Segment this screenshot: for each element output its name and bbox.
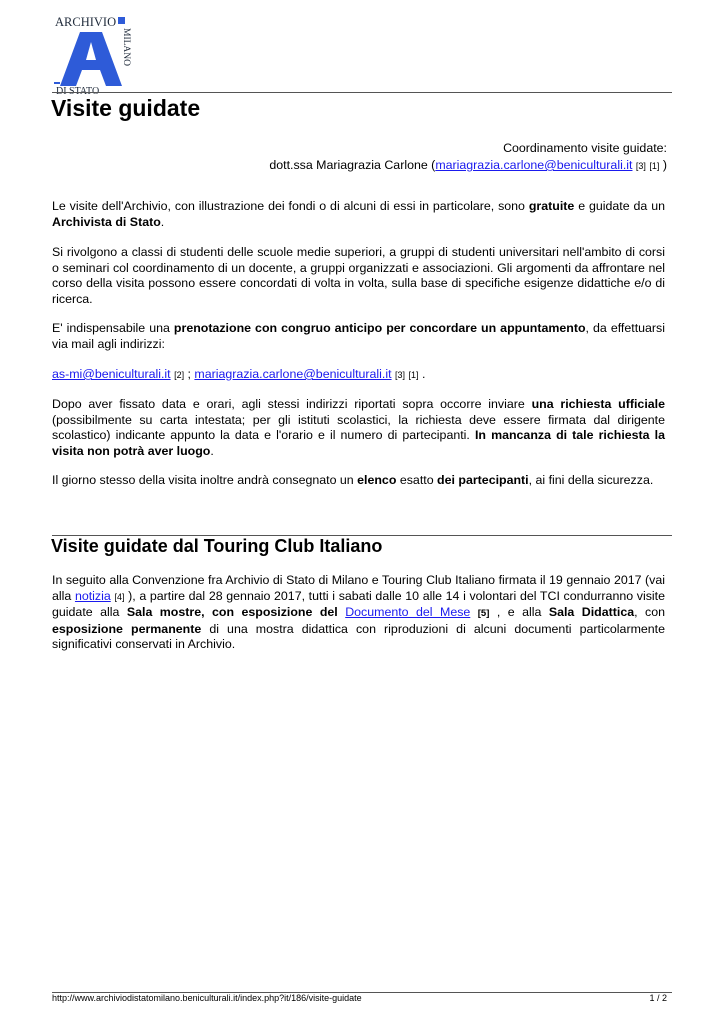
logo-a-foot xyxy=(54,82,60,84)
paragraph-text: Si rivolgono a classi di studenti delle scuole medie superiori, a gruppi di studenti universitari nell'ambito di corsi o seminari col coordinamento di un docente, a gruppi organizzati e associazioni. Gli argomenti da affrontare nel corso della visita possono essere concordati di volta in volta, sulla base di specifiche esigenze didattiche e/o di ricerca. xyxy=(52,245,665,306)
bold-run: Sala mostre, con esposizione del xyxy=(126,605,346,620)
ref-marker: [1] xyxy=(649,161,660,171)
logo-text-milano: MILANO xyxy=(121,28,131,66)
ref-marker: [3] xyxy=(635,161,646,171)
ref-marker: [5] xyxy=(477,608,490,620)
text-run: , con xyxy=(634,605,665,620)
text-run: ), a partire dal 28 gennaio 2017, tutti i sabati dalle 10 alle 14 i volontari del TCI condurranno visite guidate alla xyxy=(52,588,665,620)
coordinator-close: ) xyxy=(662,158,667,172)
page-title: Visite guidate xyxy=(51,95,201,121)
coordinator-block xyxy=(269,140,667,175)
text-run: In seguito alla Convenzione fra Archivio di Stato di Milano e Touring Club Italiano firmata il 19 gennaio 2017 (vai alla xyxy=(52,573,665,603)
ref-marker: [3] xyxy=(395,370,406,380)
bold-run: prenotazione con congruo anticipo per concordare un appuntamento xyxy=(173,321,586,335)
bold-run: una richiesta ufficiale xyxy=(531,397,665,411)
bold-run: gratuite xyxy=(528,199,575,213)
text-run: , da effettuarsi via mail agli indirizzi: xyxy=(52,321,666,351)
text-run: , ai fini della sicurezza. xyxy=(528,473,654,487)
email-list-paragraph xyxy=(52,367,665,384)
text-run: Il giorno stesso della visita inoltre andrà consegnato un xyxy=(52,473,358,487)
participants-paragraph xyxy=(52,473,665,489)
header-rule xyxy=(52,92,672,93)
text-run: . xyxy=(210,443,214,458)
archivio-logo xyxy=(52,14,132,94)
logo-text-distato: DI STATO xyxy=(56,86,100,94)
text-run: . xyxy=(418,367,426,381)
email-link-as-mi[interactable]: as-mi@beniculturali.it xyxy=(52,367,171,381)
text-run: esatto xyxy=(396,473,438,487)
booking-paragraph xyxy=(52,321,665,352)
coordinator-label: Coordinamento visite guidate: xyxy=(503,141,667,155)
text-run: E' indispensabile una xyxy=(52,321,174,335)
section-title-touring: Visite guidate dal Touring Club Italiano xyxy=(51,536,383,556)
bold-run: Archivista di Stato xyxy=(52,214,161,229)
intro-paragraph xyxy=(52,199,665,230)
bold-run: elenco xyxy=(357,473,397,487)
text-run: di una mostra didattica con riproduzioni di alcuni documenti particolarmente significativi conservati in Archivio. xyxy=(52,621,666,652)
request-paragraph xyxy=(52,397,665,459)
logo-text-archivio: ARCHIVIO xyxy=(55,15,117,29)
email-link-carlone[interactable]: mariagrazia.carlone@beniculturali.it xyxy=(194,367,392,381)
ref-marker: [1] xyxy=(408,370,419,380)
coordinator-name: dott.ssa Mariagrazia Carlone ( xyxy=(269,158,436,172)
logo-square xyxy=(118,17,125,24)
text-run: (possibilmente su carta intestata; per gli istituti scolastici, la richiesta deve essere firmata dal dirigente scolastico) indicante appunto la data e l'orario e il numero di partecipanti. xyxy=(52,412,665,443)
notizia-link[interactable]: notizia xyxy=(74,588,111,603)
bold-run: dei partecipanti xyxy=(437,473,529,487)
text-run: e guidate da un xyxy=(574,199,665,213)
archivio-logo-graphic xyxy=(52,14,132,94)
text-run: . xyxy=(160,214,165,229)
touring-paragraph xyxy=(52,573,665,653)
bold-run: Sala Didattica xyxy=(548,605,635,620)
ref-marker: [2] xyxy=(174,370,185,380)
text-run: Le visite dell'Archivio, con illustrazione dei fondi o di alcuni di essi in particolare, sono xyxy=(52,199,529,213)
separator: ; xyxy=(184,367,195,381)
bold-run: esposizione permanente xyxy=(52,621,202,636)
text-run: , e alla xyxy=(489,605,549,620)
documento-del-mese-link[interactable]: Documento del Mese xyxy=(345,605,471,620)
audience-paragraph xyxy=(52,245,665,307)
coordinator-email-link[interactable]: mariagrazia.carlone@beniculturali.it xyxy=(435,158,633,172)
coordinator-line xyxy=(269,157,667,175)
footer-page-number: 1 / 2 xyxy=(649,993,667,1003)
text-run: Dopo aver fissato data e orari, agli stessi indirizzi riportati sopra occorre inviare xyxy=(52,397,532,411)
bold-run: In mancanza di tale richiesta la visita non potrà aver luogo xyxy=(52,428,665,458)
ref-marker: [4] xyxy=(114,591,125,602)
footer-url: http://www.archiviodistatomilano.beniculturali.it/index.php?it/186/visite-guidate xyxy=(52,993,362,1003)
